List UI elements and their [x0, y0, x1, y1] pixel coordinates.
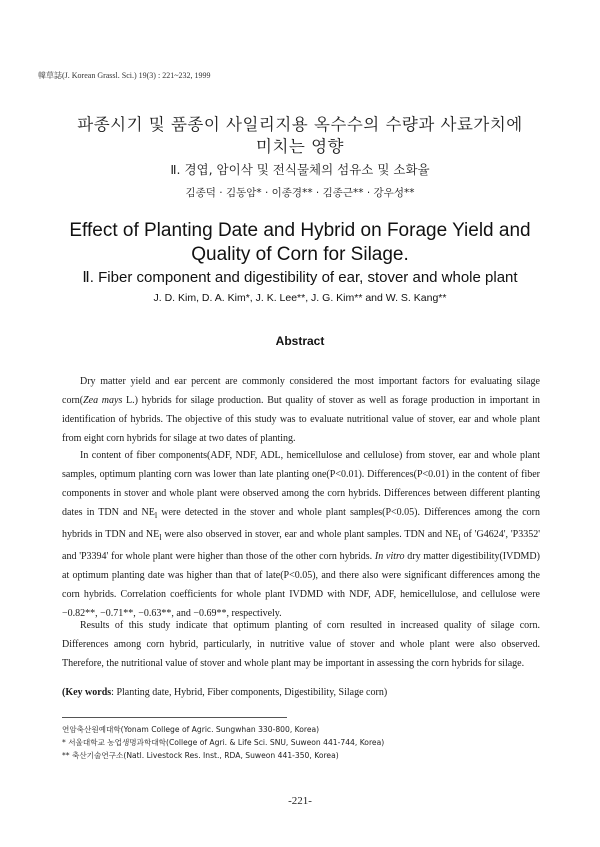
subscript-l: l [159, 533, 162, 542]
page-number: -221- [288, 795, 312, 807]
species-name: Zea mays [83, 395, 123, 406]
affiliation-footnotes [62, 723, 542, 762]
english-subtitle: Ⅱ. Fiber component and digestibility of ear, stover and whole plant [82, 269, 518, 286]
abstract-p3-text: Results of this study indicate that optimum planting of corn resulted in increased quality of silage corn. Differences among corn hybrid, particularly, in nutritive value of stover and whole plant were also observed. Therefore, the nutritional value of stover and whole plant may be important in assessing the corn hybrids for silage. [62, 620, 540, 669]
abstract-p2-text-a: In content of fiber components(ADF, NDF, ADL, hemicellulose and cellulose) from stover, ear and whole plant samples, optimum planting corn was lower than late planting one(P<0.01). Differences(P<0.01) in the content of fiber components in stover and whole plant were observed among the corn hybrids. Differences between different planting dates in TDN and NE [62, 450, 540, 518]
footnote-1: 연암축산원예대학(Yonam College of Agric. Sungwhan 330-800, Korea) [62, 725, 320, 734]
korean-authors: 김종덕 · 김동암* · 이종경** · 김종근** · 강우성** [185, 187, 415, 199]
english-authors: J. D. Kim, D. A. Kim*, J. K. Lee**, J. G. Kim** and W. S. Kang** [153, 292, 447, 304]
abstract-paragraph-1 [62, 372, 540, 448]
footnote-3: ** 축산기술연구소(Natl. Livestock Res. Inst., RDA, Suweon 441-350, Korea) [62, 751, 339, 760]
abstract-paragraph-2 [62, 446, 540, 623]
abstract-heading: Abstract [275, 334, 325, 348]
keywords-label: (Key words [62, 687, 112, 698]
footnote-divider [62, 717, 287, 718]
korean-subtitle: Ⅱ. 경엽, 암이삭 및 전식물체의 섬유소 및 소화율 [170, 162, 430, 177]
korean-title-line2: 미치는 영향 [256, 137, 344, 156]
abstract-p2-text-e: dry matter digestibility(IVDMD) at optimum planting date was higher than that of late(P<0.05), and there also were significant differences among the corn hybrids. Correlation coefficients for whole plant IVDMD with NDF, ADF, hemicellulose, and cellulose were −0.82**, −0.71**, −0.63**, and −0.69**, respectively. [62, 551, 540, 619]
subscript-l: l [154, 511, 158, 520]
abstract-p1-text-b: L.) hybrids for silage production. But quality of stover as well as forage production in important in identification of hybrids. The objective of this study was to evaluate nutritional value of stover, ear and whole plant from eight corn hybrids for silage at two dates of planting. [62, 395, 540, 444]
in-vitro-term: In vitro [374, 551, 405, 562]
english-title-line1: Effect of Planting Date and Hybrid on Forage Yield and [69, 220, 531, 241]
abstract-p1-text-a: Dry matter yield and ear percent are commonly considered the most important factors for evaluating silage corn( [62, 376, 540, 406]
subscript-l: l [458, 533, 461, 542]
abstract-paragraph-3 [62, 616, 540, 673]
keywords [62, 683, 540, 702]
footnote-2: * 서울대학교 농업생명과학대학(College of Agri. & Life Sci. SNU, Suweon 441-744, Korea) [62, 738, 385, 747]
abstract-p2-text-d: of 'G4624', 'P3352' and 'P3394' for whole plant were higher than those of the other corn hybrids. [62, 529, 540, 562]
abstract-p2-text-b: were detected in the stover and whole plant samples(P<0.05). Differences among the corn hybrids in TDN and NE [62, 507, 541, 540]
abstract-p2-text-c: were also observed in stover, ear and whole plant samples. TDN and NE [161, 529, 459, 540]
english-title-line2: Quality of Corn for Silage. [191, 244, 409, 265]
keywords-text: : Planting date, Hybrid, Fiber components, Digestibility, Silage corn) [111, 687, 388, 698]
korean-title-line1: 파종시기 및 품종이 사일리지용 옥수수의 수량과 사료가치에 [77, 115, 523, 134]
journal-reference: 韓草誌(J. Korean Grassl. Sci.) 19(3) : 221~232, 1999 [38, 71, 211, 80]
